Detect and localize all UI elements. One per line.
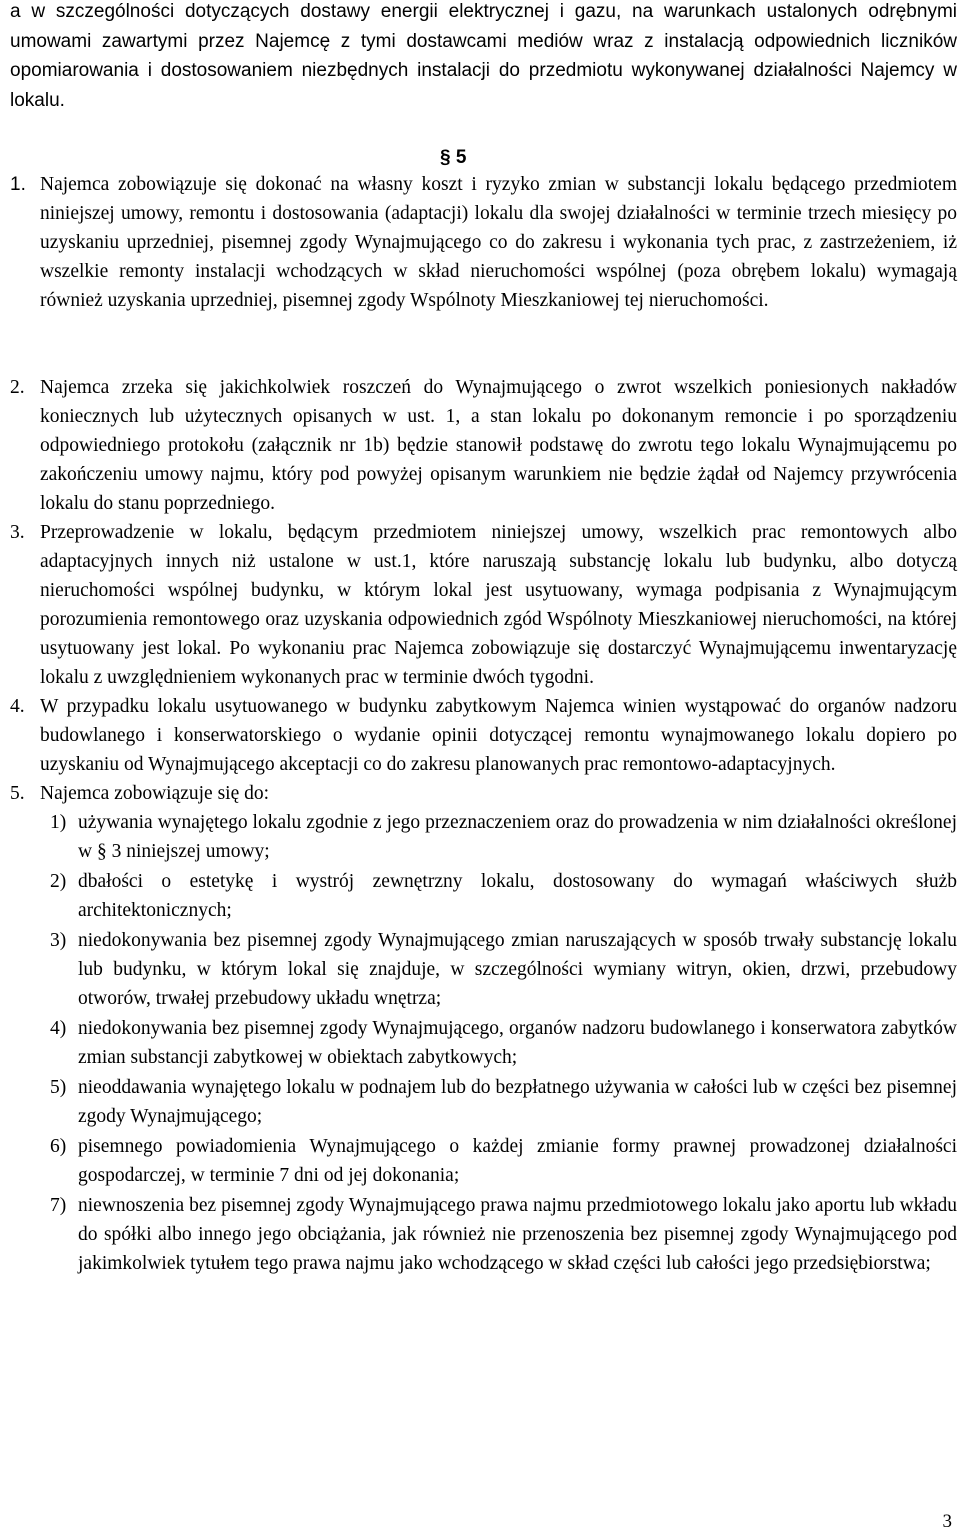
intro-paragraph: a w szczególności dotyczących dostawy energii elektrycznej i gazu, na warunkach ustalonych odrębnymi umowami zawartymi przez Najemcę z tymi dostawcami mediów wraz z instalacją odpowiednich liczników opomiarowania i dostosowaniem niezbędnych instalacji do przedmiotu wykonywanej działalności Najemcy w lokalu. [10,1,957,111]
point-1 [10,170,957,315]
subpoint-number: 6) [50,1136,67,1157]
subpoint-text: niedokonywania bez pisemnej zgody Wynajmującego zmian naruszających w sposób trwały substancję lokalu lub budynku, w którym lokal się znajduje, w szczególności wymiany witryn, okien, drzwi, przebudowy otworów, trwałej przebudowy układu wnętrza; [78,930,957,1009]
point-text: Najemca zrzeka się jakichkolwiek roszczeń do Wynajmującego o zwrot wszelkich poniesionych nakładów koniecznych lub użytecznych opisanych w ust. 1, a stan lokalu po dokonanym remoncie i po sporządzeniu odpowiedniego protokołu (załącznik nr 1b) będzie stanowił podstawę do zwrotu tego lokalu Wynajmującemu po zakończeniu umowy najmu, który pod powyżej opisanym warunkiem nie będzie żądał od Najemcy przywrócenia lokalu do stanu poprzedniego. [40,377,957,514]
section-number: 5 [455,147,467,168]
subpoint-text: niedokonywania bez pisemnej zgody Wynajmującego, organów nadzoru budowlanego i konserwatora zabytków zmian substancji zabytkowej w obiektach zabytkowych; [78,1018,957,1068]
subpoint-number: 5) [50,1077,67,1098]
point-number: 2. [10,377,25,398]
subpoint-2 [50,867,957,925]
subpoint-text: niewnoszenia bez pisemnej zgody Wynajmującego prawa najmu przedmiotowego lokalu jako aportu lub wkładu do spółki albo innego jego obciążania, jak również nie przenoszenia bez pisemnej zgody Wynajmującego pod jakimkolwiek tytułem tego prawa najmu jako wchodzącego w skład części lub całości jego przedsiębiorstwa; [78,1195,957,1274]
subpoint-text: dbałości o estetykę i wystrój zewnętrzny lokalu, dostosowany do wymagań właściwych służb architektonicznych; [78,871,957,921]
subpoint-3 [50,926,957,1013]
section-sign-symbol: § [440,147,451,168]
page-number: 3 [942,1511,952,1532]
point-text: W przypadku lokalu usytuowanego w budynku zabytkowym Najemca winien wystąpować do organów nadzoru budowlanego i konserwatorskiego o wydanie opinii dotyczącej remontu wynajmowanego lokalu dopiero po uzyskaniu od Wynajmującego akceptacji co do zakresu planowanych prac remontowo-adaptacyjnych. [40,696,957,775]
subpoint-number: 2) [50,871,67,892]
point-number: 3. [10,522,25,543]
subpoint-4 [50,1014,957,1072]
section-heading [440,143,466,172]
subpoint-number: 4) [50,1018,67,1039]
point-number: 4. [10,696,25,717]
subpoint-text: nieoddawania wynajętego lokalu w podnajem lub do bezpłatnego używania w całości lub w części bez pisemnej zgody Wynajmującego; [78,1077,957,1127]
subpoint-text: używania wynajętego lokalu zgodnie z jego przeznaczeniem oraz do prowadzenia w nim działalności określonej w § 3 niniejszej umowy; [78,812,957,862]
points-list [10,373,957,1278]
point-5 [10,779,957,808]
point-3 [10,518,957,692]
point-number: 1. [10,174,26,195]
subpoint-1 [50,808,957,866]
subpoint-number: 7) [50,1195,67,1216]
subpoint-number: 1) [50,812,67,833]
point-2 [10,373,957,518]
point-text: Najemca zobowiązuje się dokonać na własny koszt i ryzyko zmian w substancji lokalu będącego przedmiotem niniejszej umowy, remontu i dostosowania (adaptacji) lokalu dla swojej działalności w terminie trzech miesięcy po uzyskaniu uprzedniej, pisemnej zgody Wynajmującego co do zakresu i wykonania tych prac, z zastrzeżeniem, iż wszelkie remonty instalacji wchodzących w skład nieruchomości wspólnej (poza obrębem lokalu) wymagają również uzyskania uprzedniej, pisemnej zgody Wspólnoty Mieszkaniowej tej nieruchomości. [40,174,957,311]
point-4 [10,692,957,779]
subpoint-5 [50,1073,957,1131]
point-text: Przeprowadzenie w lokalu, będącym przedmiotem niniejszej umowy, wszelkich prac remontowych albo adaptacyjnych innych niż ustalone w ust.1, które naruszają substancję lokalu lub budynku, albo dotyczą nieruchomości wspólnej budynku, w którym lokal jest usytuowany, wymaga podpisania z Wynajmującym porozumienia remontowego oraz uzyskania odpowiednich zgód Wspólnoty Mieszkaniowej nieruchomości, na której usytuowany jest lokal. Po wykonaniu prac Najemca zobowiązuje się dostarczyć Wynajmującemu inwentaryzację lokalu z uwzględnieniem wykonanych prac w terminie dwóch tygodni. [40,522,957,688]
point-text: Najemca zobowiązuje się do: [40,783,270,804]
subpoint-6 [50,1132,957,1190]
subpoint-7 [50,1191,957,1278]
point-number: 5. [10,783,25,804]
subpoint-text: pisemnego powiadomienia Wynajmującego o każdej zmianie formy prawnej prowadzonej działalności gospodarczej, w terminie 7 dni od jej dokonania; [78,1136,957,1186]
subpoint-number: 3) [50,930,67,951]
